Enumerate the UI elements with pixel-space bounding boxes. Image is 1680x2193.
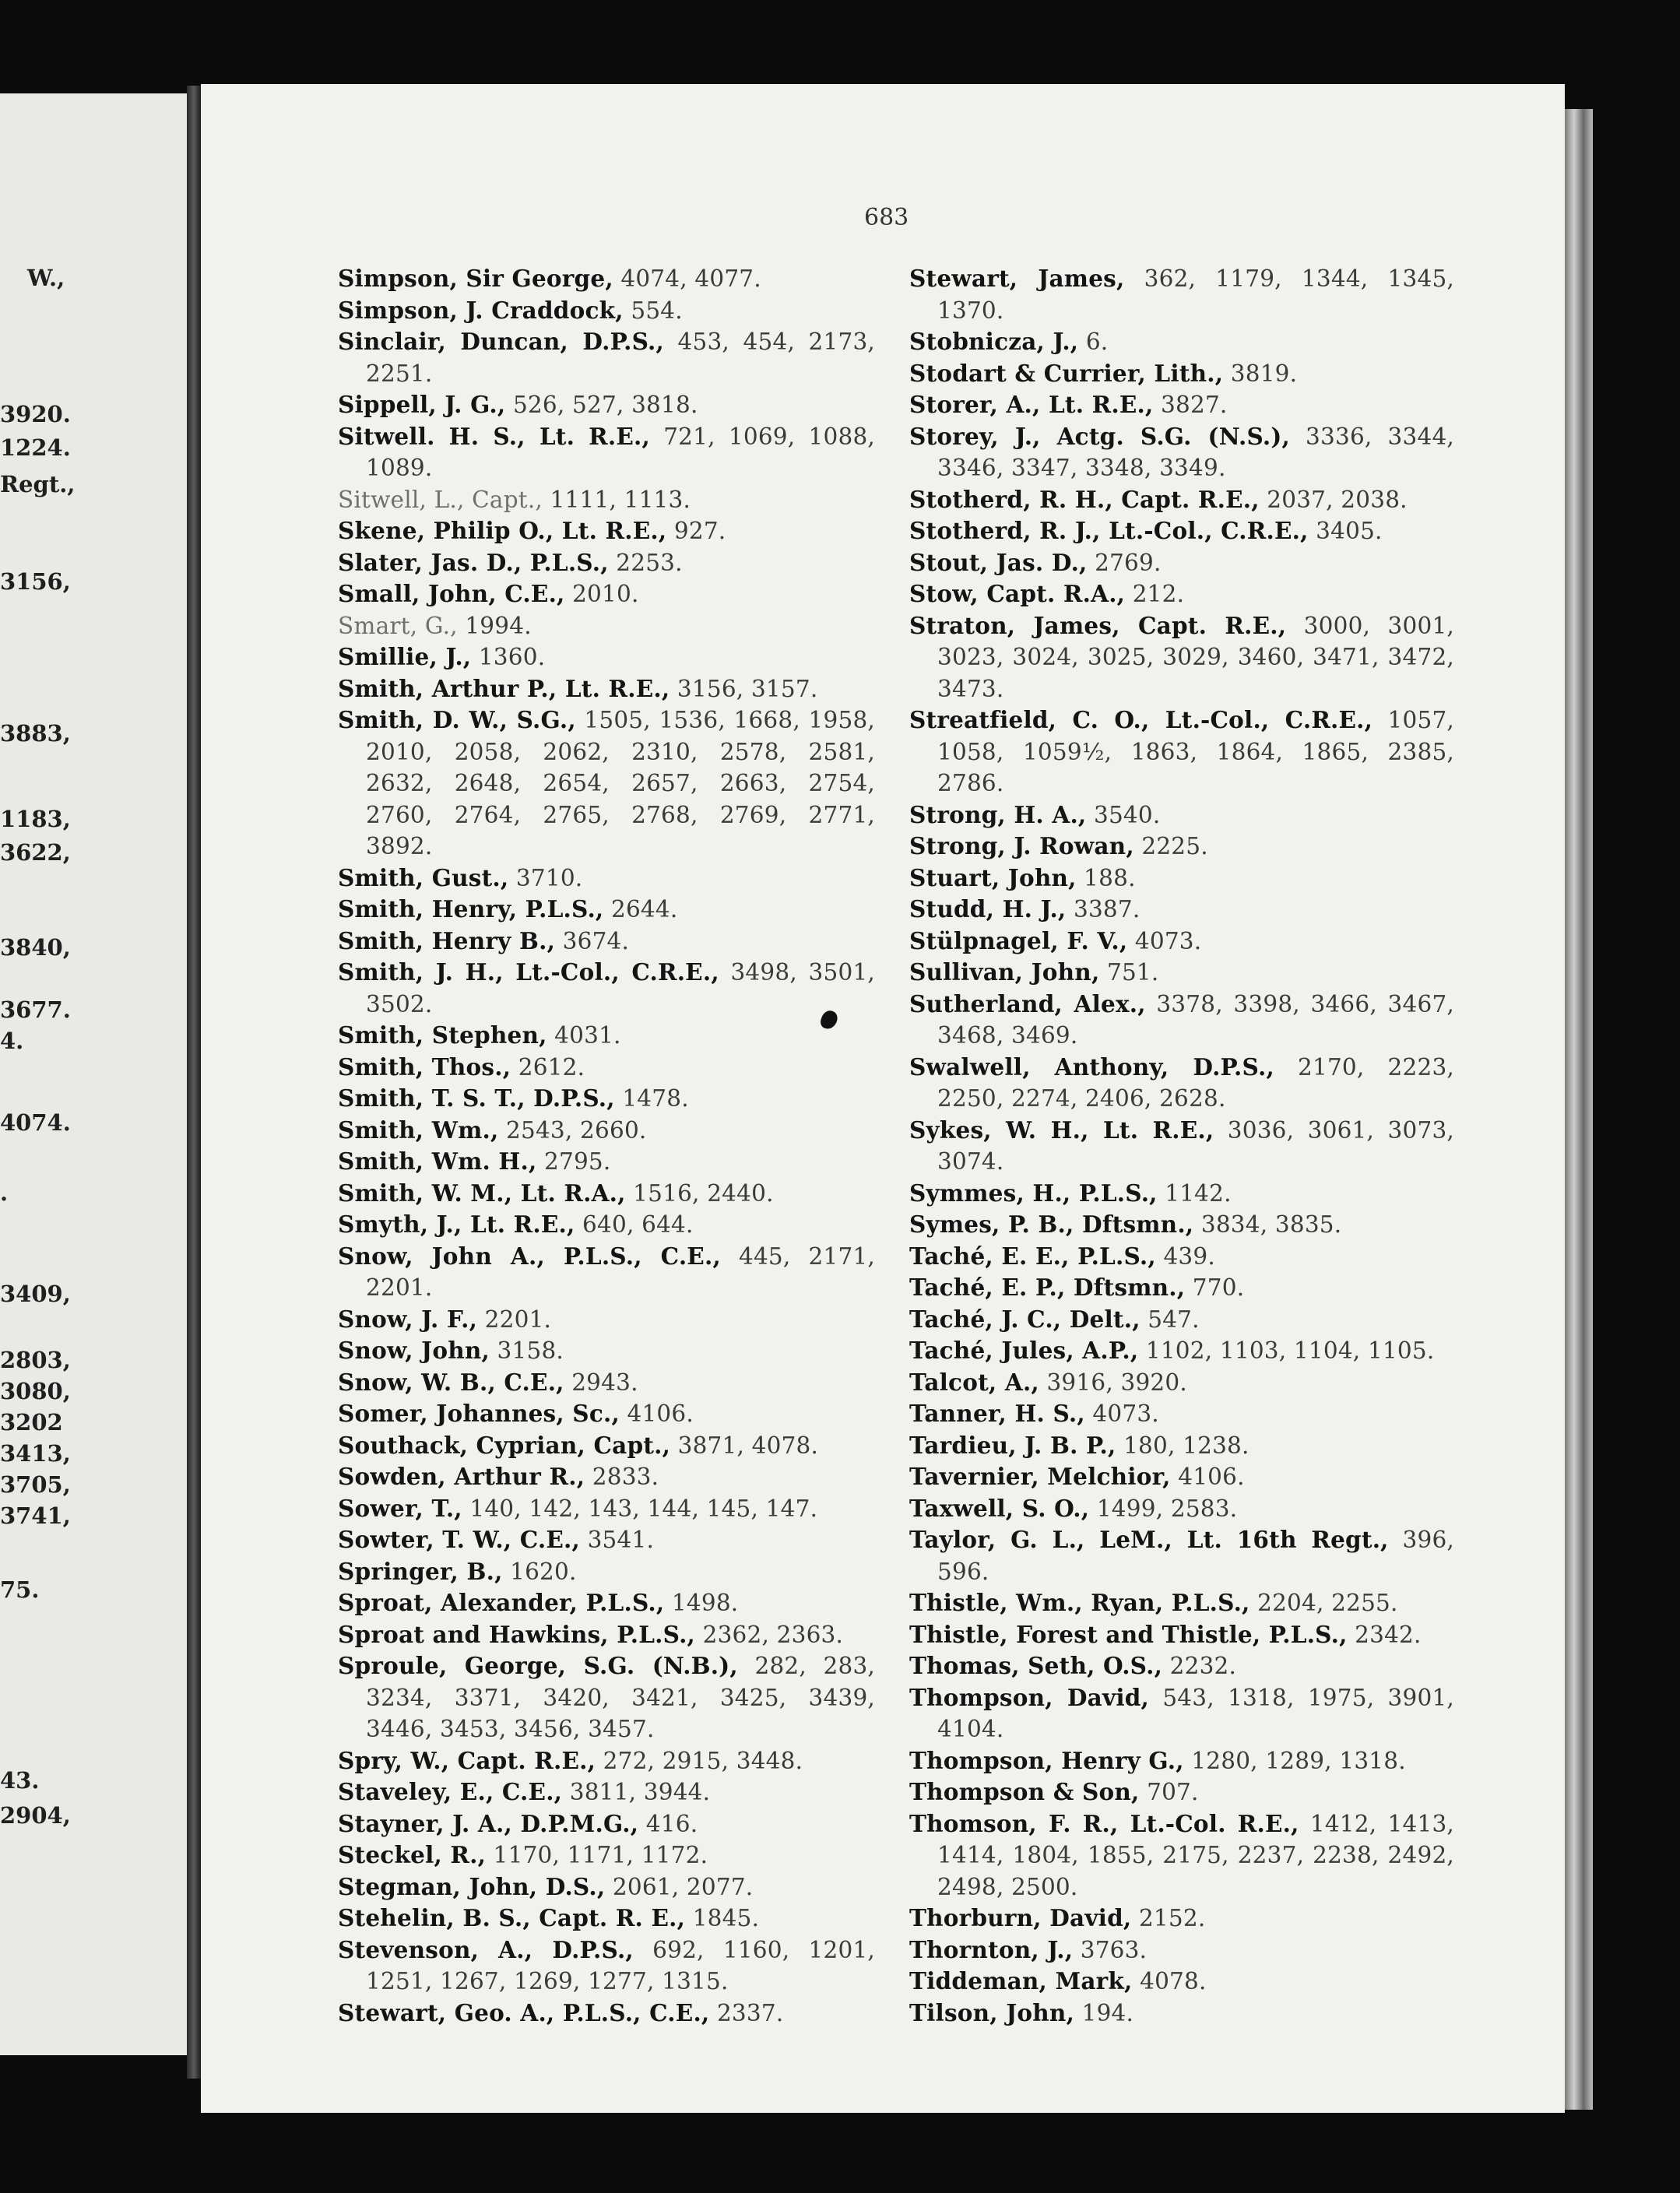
entry-references: 1280, 1289, 1318. [1183, 1747, 1406, 1774]
entry-name: Smith, Thos., [338, 1053, 511, 1081]
index-entry [909, 1903, 1454, 1935]
index-entry [338, 1367, 875, 1399]
index-entry [909, 705, 1454, 800]
entry-references: 2337. [709, 1999, 784, 2026]
index-entry [909, 326, 1454, 358]
index-entry [909, 1745, 1454, 1777]
entry-references: 6. [1078, 329, 1109, 355]
facing-page-text: 3705, [0, 1471, 71, 1498]
index-entry [338, 1430, 875, 1462]
facing-page-text: 4. [0, 1028, 24, 1054]
index-entry [909, 926, 1454, 958]
index-entry [909, 610, 1454, 705]
entry-references: 3710. [508, 864, 583, 891]
entry-name: Talcot, A., [909, 1368, 1039, 1396]
entry-name: Smith, W. M., Lt. R.A., [338, 1179, 626, 1207]
index-entry [909, 547, 1454, 579]
index-entry [909, 1367, 1454, 1399]
index-entry [338, 863, 875, 894]
entry-name: Stobnicza, J., [909, 328, 1079, 355]
entry-references: 1102, 1103, 1104, 1105. [1138, 1337, 1435, 1364]
entry-name: Thompson & Son, [909, 1778, 1140, 1805]
entry-references: 4031. [547, 1022, 621, 1049]
entry-name: Stewart, Geo. A., P.L.S., C.E., [338, 1998, 710, 2026]
index-entry [909, 1998, 1454, 2030]
entry-references: 3036, 3061, 3073, 3074. [937, 1116, 1454, 1175]
entry-name: Smith, Wm., [338, 1116, 499, 1144]
entry-references: 1170, 1171, 1172. [486, 1842, 708, 1868]
entry-references: 2225. [1133, 833, 1208, 859]
entry-references: 2037, 2038. [1259, 486, 1408, 513]
facing-page-text: 3156, [0, 568, 71, 595]
entry-references: 3916, 3920. [1039, 1369, 1187, 1396]
entry-name: Sitwell, L., Capt., [338, 486, 543, 513]
entry-references: 2943. [564, 1369, 638, 1396]
entry-references: 1845. [685, 1905, 760, 1931]
facing-page-text: 2904, [0, 1802, 71, 1829]
entry-name: Smith, Wm. H., [338, 1147, 537, 1175]
facing-page-text: 3677. [0, 996, 71, 1023]
entry-name: Swalwell, Anthony, D.P.S., [909, 1053, 1274, 1081]
index-entry [338, 1587, 875, 1619]
entry-references: 3156, 3157. [670, 675, 818, 702]
entry-references: 1516, 2440. [625, 1179, 774, 1207]
entry-name: Thompson, David, [909, 1683, 1150, 1711]
entry-references: 2152. [1131, 1905, 1206, 1931]
entry-references: 180, 1238. [1116, 1432, 1249, 1459]
entry-name: Thompson, Henry G., [909, 1746, 1184, 1774]
entry-references: 927. [666, 518, 726, 544]
entry-references: 1478. [614, 1085, 689, 1112]
entry-name: Slater, Jas. D., P.L.S., [338, 548, 609, 576]
entry-references: 547. [1140, 1306, 1200, 1333]
index-entry [909, 1304, 1454, 1336]
page-edge [1565, 109, 1593, 2110]
entry-references: 2362, 2363. [695, 1621, 844, 1648]
index-entry [338, 389, 875, 421]
index-entry [909, 1398, 1454, 1430]
entry-references: 1412, 1413, 1414, 1804, 1855, 2175, 2237, 2238, 2492, 2498, 2500. [937, 1810, 1454, 1900]
facing-page-text: 3883, [0, 720, 71, 747]
entry-name: Steckel, R., [338, 1841, 487, 1868]
entry-references: 272, 2915, 3448. [596, 1747, 803, 1774]
index-entry [338, 484, 875, 516]
entry-name: Sullivan, John, [909, 958, 1100, 986]
entry-name: Storey, J., Actg. S.G. (N.S.), [909, 422, 1291, 450]
index-entry [338, 894, 875, 926]
entry-references: 2253. [608, 549, 683, 576]
index-entry [338, 1052, 875, 1084]
index-entry [338, 421, 875, 484]
entry-name: Sowter, T. W., C.E., [338, 1526, 580, 1553]
index-entry [338, 1903, 875, 1935]
index-entry [338, 1745, 875, 1777]
index-entry [909, 1587, 1454, 1619]
index-entry [338, 547, 875, 579]
entry-references: 4078. [1132, 1968, 1207, 1994]
entry-name: Spry, W., Capt. R.E., [338, 1746, 596, 1774]
index-entry [338, 1146, 875, 1178]
entry-name: Stewart, James, [909, 265, 1125, 292]
index-column-left [338, 263, 875, 2029]
entry-references: 1142. [1157, 1179, 1232, 1207]
index-entry [909, 957, 1454, 989]
entry-references: 416. [638, 1810, 698, 1837]
entry-references: 707. [1139, 1779, 1199, 1805]
facing-page-text: 2803, [0, 1347, 71, 1373]
index-entry [338, 1524, 875, 1556]
entry-references: 3158. [489, 1337, 564, 1364]
index-entry [909, 515, 1454, 547]
index-entry [909, 894, 1454, 926]
index-entry [909, 800, 1454, 831]
index-entry [909, 1241, 1454, 1273]
entry-name: Snow, John A., P.L.S., C.E., [338, 1242, 721, 1270]
entry-name: Stotherd, R. H., Capt. R.E., [909, 485, 1260, 513]
entry-references: 3834, 3835. [1193, 1211, 1342, 1238]
entry-name: Springer, B., [338, 1557, 503, 1585]
entry-references: 140, 142, 143, 144, 145, 147. [462, 1495, 818, 1522]
index-entry [338, 1840, 875, 1871]
entry-name: Sykes, W. H., Lt. R.E., [909, 1116, 1214, 1144]
entry-name: Studd, H. J., [909, 895, 1067, 923]
entry-name: Smith, J. H., Lt.-Col., C.R.E., [338, 958, 719, 986]
entry-references: 640, 644. [575, 1211, 694, 1238]
entry-name: Tiddeman, Mark, [909, 1967, 1133, 1994]
entry-name: Sitwell. H. S., Lt. R.E., [338, 422, 650, 450]
entry-references: 2543, 2660. [498, 1116, 647, 1144]
facing-page-text: 3202 [0, 1409, 63, 1436]
facing-page-fragment [0, 93, 187, 2055]
entry-name: Tilson, John, [909, 1998, 1075, 2026]
index-entry [338, 295, 875, 327]
entry-name: Stow, Capt. R.A., [909, 580, 1126, 607]
index-entry [909, 1052, 1454, 1115]
facing-page-text: 3920. [0, 401, 71, 427]
entry-references: 4073. [1127, 927, 1202, 954]
entry-references: 2232. [1162, 1653, 1237, 1679]
facing-page-text: 4074. [0, 1109, 71, 1136]
index-entry [909, 389, 1454, 421]
entry-name: Smillie, J., [338, 643, 472, 670]
facing-page-text: 3409, [0, 1281, 71, 1307]
index-entry [338, 1556, 875, 1588]
index-entry [909, 1272, 1454, 1304]
entry-references: 453, 454, 2173, 2251. [366, 329, 876, 387]
entry-name: Smyth, J., Lt. R.E., [338, 1211, 575, 1238]
index-entry [338, 957, 875, 1020]
index-entry [338, 1461, 875, 1493]
entry-name: Smith, Henry B., [338, 926, 556, 954]
index-entry [909, 1461, 1454, 1493]
entry-references: 3819. [1223, 360, 1298, 387]
entry-name: Simpson, Sir George, [338, 265, 613, 292]
entry-references: 439. [1155, 1242, 1215, 1270]
entry-references: 721, 1069, 1088, 1089. [366, 423, 875, 481]
index-entry [338, 926, 875, 958]
entry-name: Sutherland, Alex., [909, 989, 1146, 1017]
entry-name: Tanner, H. S., [909, 1400, 1085, 1427]
index-entry [909, 1682, 1454, 1745]
entry-references: 2833. [585, 1464, 659, 1490]
entry-references: 543, 1318, 1975, 3901, 4104. [937, 1684, 1454, 1742]
entry-name: Symmes, H., P.L.S., [909, 1179, 1158, 1207]
index-entry [338, 673, 875, 705]
index-entry [338, 1935, 875, 1998]
entry-references: 4106. [619, 1400, 694, 1427]
entry-name: Southack, Cyprian, Capt., [338, 1431, 671, 1459]
entry-references: 1505, 1536, 1668, 1958, 2010, 2058, 2062, 2310, 2578, 2581, 2632, 2648, 2654, 2657, 2663, 2754, 2760, 2764, 2765, 2768, 2769, 2771, 3892. [366, 707, 875, 859]
entry-name: Tardieu, J. B. P., [909, 1431, 1116, 1459]
entry-references: 3674. [555, 927, 630, 954]
entry-name: Stülpnagel, F. V., [909, 926, 1128, 954]
entry-name: Smith, D. W., S.G., [338, 706, 576, 733]
index-entry [909, 1966, 1454, 1998]
entry-references: 3498, 3501, 3502. [366, 959, 876, 1017]
entry-references: 2170, 2223, 2250, 2274, 2406, 2628. [937, 1053, 1454, 1112]
entry-references: 3000, 3001, 3023, 3024, 3025, 3029, 3460, 3471, 3472, 3473. [937, 612, 1454, 702]
facing-page-text: 1183, [0, 806, 71, 832]
entry-name: Stevenson, A., D.P.S., [338, 1935, 634, 1963]
entry-references: 282, 283, 3234, 3371, 3420, 3421, 3425, 3439, 3446, 3453, 3456, 3457. [366, 1653, 875, 1742]
index-entry [909, 831, 1454, 863]
entry-name: Sproat, Alexander, P.L.S., [338, 1589, 665, 1616]
entry-name: Taché, E. E., P.L.S., [909, 1242, 1156, 1270]
entry-name: Taylor, G. L., LeM., Lt. 16th Regt., [909, 1526, 1389, 1553]
facing-page-text: W., [27, 265, 65, 291]
entry-name: Smith, T. S. T., D.P.S., [338, 1084, 615, 1112]
entry-name: Sproat and Hawkins, P.L.S., [338, 1620, 696, 1648]
index-entry [338, 1335, 875, 1367]
facing-page-text: 43. [0, 1767, 40, 1794]
index-entry [338, 1650, 875, 1745]
entry-name: Stuart, John, [909, 863, 1077, 891]
entry-references: 212. [1125, 581, 1185, 607]
entry-references: 2204, 2255. [1249, 1590, 1398, 1616]
index-entry [909, 1430, 1454, 1462]
index-entry [338, 1020, 875, 1052]
entry-references: 3540. [1086, 801, 1161, 828]
entry-references: 4074, 4077. [613, 265, 761, 292]
entry-references: 4073. [1084, 1400, 1159, 1427]
index-entry [338, 1178, 875, 1210]
entry-name: Taché, Jules, A.P., [909, 1337, 1139, 1364]
index-entry [338, 1619, 875, 1651]
entry-references: 2644. [603, 896, 678, 923]
entry-references: 188. [1076, 864, 1136, 891]
entry-name: Storer, A., Lt. R.E., [909, 391, 1154, 418]
entry-references: 3336, 3344, 3346, 3347, 3348, 3349. [937, 423, 1454, 481]
entry-name: Snow, W. B., C.E., [338, 1368, 564, 1396]
index-entry [338, 641, 875, 673]
index-entry [338, 1398, 875, 1430]
facing-page-text: 3622, [0, 839, 71, 866]
entry-references: 3871, 4078. [670, 1432, 819, 1459]
entry-name: Taché, E. P., Dftsmn., [909, 1274, 1186, 1301]
index-entry [909, 578, 1454, 610]
entry-name: Thorburn, David, [909, 1904, 1132, 1931]
entry-references: 3541. [580, 1527, 655, 1553]
entry-references: 396, 596. [937, 1527, 1454, 1585]
index-entry [338, 326, 875, 389]
entry-name: Stayner, J. A., D.P.M.G., [338, 1809, 639, 1837]
entry-name: Smith, Stephen, [338, 1021, 547, 1049]
facing-page-text: Regt., [0, 471, 76, 497]
entry-references: 3763. [1073, 1936, 1148, 1963]
index-entry [909, 863, 1454, 894]
entry-name: Stout, Jas. D., [909, 548, 1088, 576]
entry-name: Thistle, Forest and Thistle, P.L.S., [909, 1620, 1348, 1648]
entry-references: 1498. [664, 1590, 739, 1616]
index-entry [338, 1493, 875, 1525]
entry-name: Smith, Henry, P.L.S., [338, 895, 604, 923]
entry-references: 2795. [536, 1148, 611, 1175]
index-entry [909, 1619, 1454, 1651]
entry-references: 3378, 3398, 3466, 3467, 3468, 3469. [937, 990, 1454, 1049]
index-entry [909, 263, 1454, 326]
entry-references: 2201. [477, 1306, 552, 1333]
entry-references: 1111, 1113. [543, 486, 691, 513]
index-entry [909, 1335, 1454, 1367]
entry-name: Skene, Philip O., Lt. R.E., [338, 517, 667, 544]
index-entry [909, 1650, 1454, 1682]
entry-name: Streatfield, C. O., Lt.-Col., C.R.E., [909, 706, 1373, 733]
entry-name: Sproule, George, S.G. (N.B.), [338, 1652, 738, 1679]
index-entry [909, 484, 1454, 516]
index-entry [338, 1083, 875, 1115]
entry-references: 2612. [511, 1053, 585, 1081]
facing-page-text: 3840, [0, 934, 71, 961]
book-gutter [187, 86, 201, 2079]
entry-references: 1360. [471, 644, 546, 670]
entry-references: 445, 2171, 2201. [366, 1242, 875, 1301]
facing-page-text: 3741, [0, 1502, 71, 1529]
entry-references: 692, 1160, 1201, 1251, 1267, 1269, 1277, 1315. [366, 1936, 875, 1994]
index-entry [909, 358, 1454, 390]
index-entry [338, 578, 875, 610]
index-entry [909, 1209, 1454, 1241]
index-entry [909, 1524, 1454, 1587]
entry-references: 1994. [457, 612, 532, 639]
entry-name: Stegman, John, D.S., [338, 1872, 606, 1900]
entry-name: Taxwell, S. O., [909, 1494, 1090, 1522]
index-entry [909, 1178, 1454, 1210]
entry-name: Strong, J. Rowan, [909, 832, 1134, 859]
index-entry [338, 705, 875, 863]
index-entry [909, 989, 1454, 1052]
index-entry [338, 263, 875, 295]
entry-references: 362, 1179, 1344, 1345, 1370. [937, 265, 1454, 324]
entry-references: 770. [1185, 1274, 1245, 1301]
index-entry [338, 1304, 875, 1336]
entry-references: 751. [1099, 959, 1159, 986]
entry-name: Tavernier, Melchior, [909, 1463, 1171, 1490]
entry-references: 3387. [1066, 896, 1141, 923]
entry-name: Thistle, Wm., Ryan, P.L.S., [909, 1589, 1250, 1616]
entry-references: 3811, 3944. [562, 1779, 711, 1805]
index-entry [338, 610, 875, 642]
index-entry [338, 1115, 875, 1147]
entry-name: Sippell, J. G., [338, 391, 506, 418]
index-entry [909, 1777, 1454, 1808]
entry-references: 2769. [1087, 549, 1162, 576]
index-entry [338, 1998, 875, 2030]
entry-name: Sower, T., [338, 1494, 462, 1522]
facing-page-text: 3413, [0, 1440, 71, 1467]
entry-references: 526, 527, 3818. [505, 392, 698, 418]
facing-page-text: 75. [0, 1576, 40, 1603]
facing-page-text: 3080, [0, 1378, 71, 1404]
entry-references: 3405. [1308, 518, 1383, 544]
entry-name: Sowden, Arthur R., [338, 1463, 585, 1490]
entry-name: Stehelin, B. S., Capt. R. E., [338, 1904, 686, 1931]
index-entry [909, 1808, 1454, 1903]
entry-references: 1057, 1058, 1059½, 1863, 1864, 1865, 2385, 2786. [937, 707, 1455, 796]
entry-name: Strong, H. A., [909, 800, 1087, 828]
entry-name: Straton, James, Capt. R.E., [909, 611, 1287, 639]
entry-name: Snow, J. F., [338, 1305, 478, 1333]
entry-name: Sinclair, Duncan, D.P.S., [338, 328, 664, 355]
facing-page-text: 1224. [0, 434, 71, 461]
entry-references: 2342. [1347, 1621, 1422, 1648]
index-entry [909, 1935, 1454, 1966]
entry-name: Thornton, J., [909, 1935, 1074, 1963]
entry-references: 1499, 2583. [1089, 1495, 1238, 1522]
entry-references: 554. [623, 297, 683, 324]
entry-references: 1620. [502, 1558, 577, 1585]
index-entry [338, 1871, 875, 1903]
entry-name: Thomas, Seth, O.S., [909, 1652, 1163, 1679]
index-column-right [909, 263, 1454, 2029]
entry-name: Stodart & Currier, Lith., [909, 359, 1224, 387]
entry-references: 4106. [1170, 1464, 1245, 1490]
index-entry [338, 1241, 875, 1304]
entry-name: Smart, G., [338, 612, 458, 639]
entry-references: 194. [1074, 1999, 1134, 2026]
entry-name: Thomson, F. R., Lt.-Col. R.E., [909, 1809, 1299, 1837]
page-number: 683 [864, 204, 909, 231]
entry-name: Small, John, C.E., [338, 580, 565, 607]
index-entry [338, 1209, 875, 1241]
entry-name: Stotherd, R. J., Lt.-Col., C.R.E., [909, 517, 1309, 544]
index-entry [338, 1808, 875, 1840]
entry-name: Smith, Arthur P., Lt. R.E., [338, 674, 670, 702]
entry-name: Taché, J. C., Delt., [909, 1305, 1141, 1333]
entry-name: Symes, P. B., Dftsmn., [909, 1211, 1194, 1238]
entry-name: Snow, John, [338, 1337, 490, 1364]
entry-name: Somer, Johannes, Sc., [338, 1400, 620, 1427]
index-entry [909, 421, 1454, 484]
entry-references: 2010. [564, 581, 639, 607]
entry-name: Simpson, J. Craddock, [338, 296, 624, 324]
index-entry [909, 1493, 1454, 1525]
entry-name: Smith, Gust., [338, 863, 509, 891]
index-entry [338, 1777, 875, 1808]
entry-references: 3827. [1153, 392, 1228, 418]
entry-references: 2061, 2077. [605, 1873, 754, 1900]
entry-name: Staveley, E., C.E., [338, 1778, 563, 1805]
index-entry [909, 1115, 1454, 1178]
index-entry [338, 515, 875, 547]
facing-page-text: . [0, 1179, 9, 1206]
